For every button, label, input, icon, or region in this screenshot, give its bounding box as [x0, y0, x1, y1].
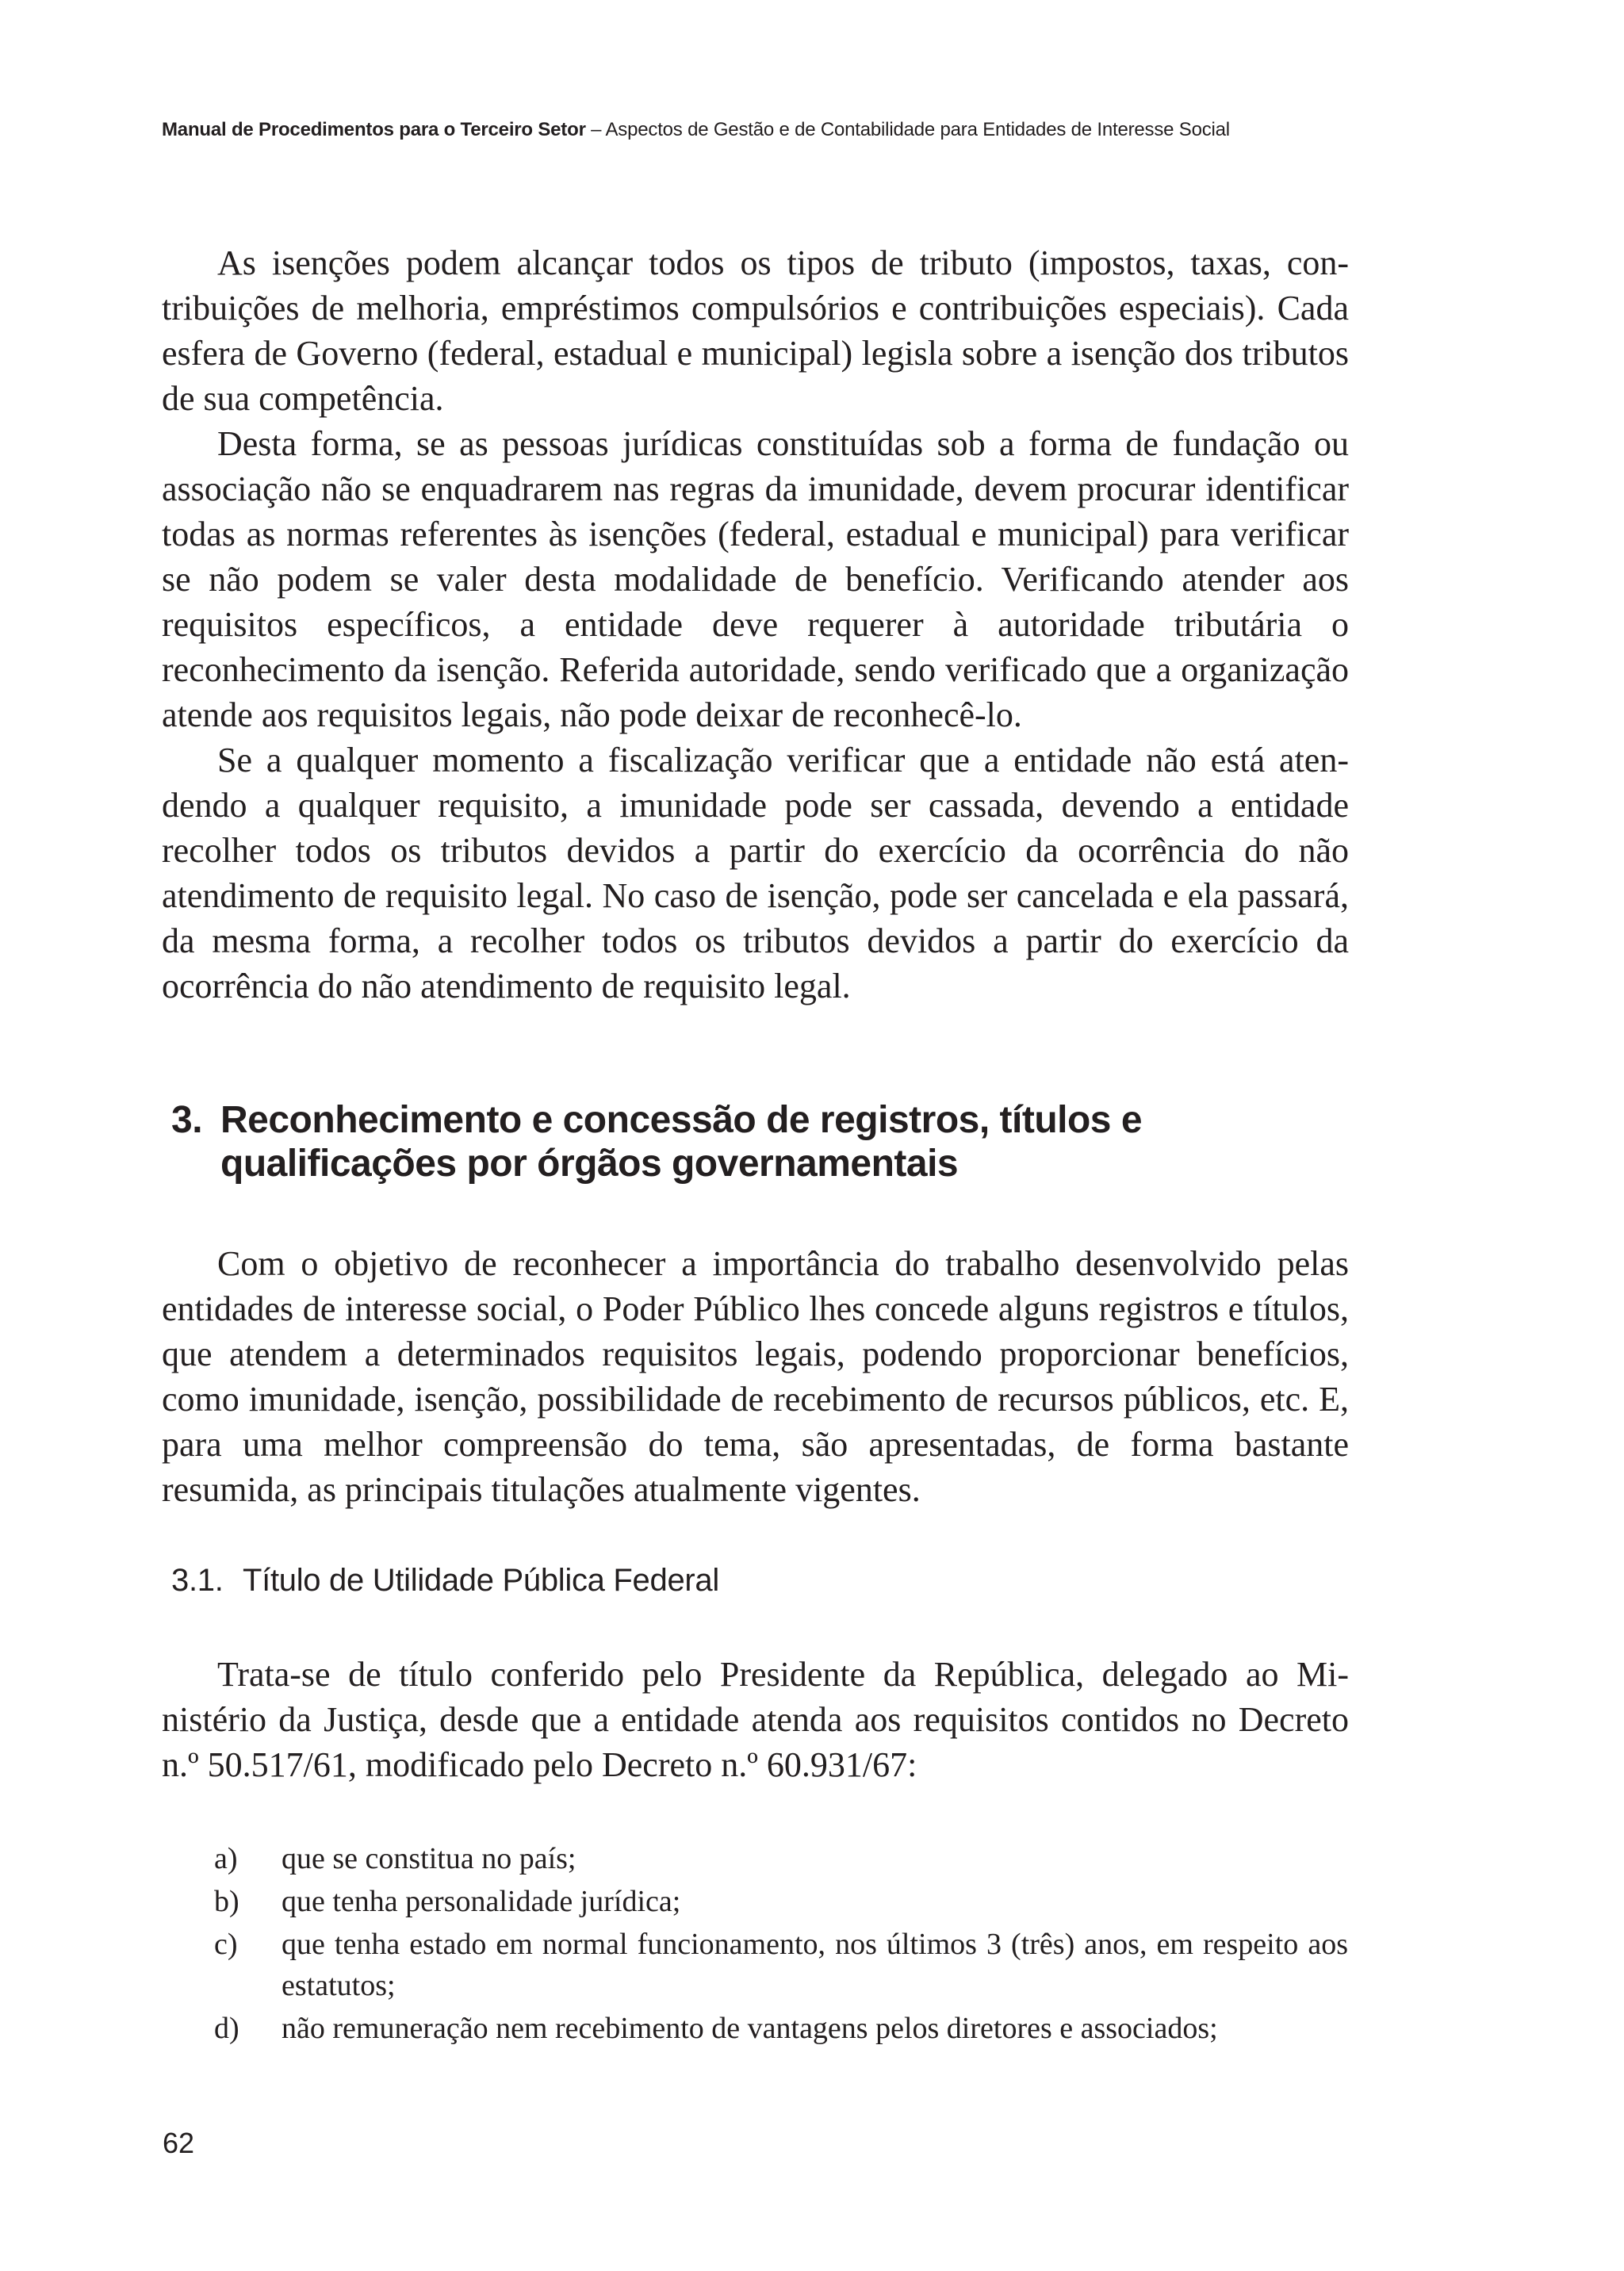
section-3-1-body [162, 1652, 1349, 1787]
section-3-heading [171, 1098, 1361, 1185]
list-item-text: que tenha personalidade jurídica; [282, 1885, 681, 1918]
list-item-text: não remuneração nem recebimento de vantagens pelos diretores e associados; [282, 2012, 1218, 2045]
paragraph: As isenções podem alcançar todos os tipos de tributo (impostos, taxas, contribuições de melhoria, empréstimos compulsórios e contribuições especiais). Cada esfera de Governo (federal, estadual e municipal) legisla sobre a isenção dos tributos de sua competência. [162, 243, 1349, 418]
header-subtitle: Aspectos de Gestão e de Contabilidade para Entidades de Interesse Social [605, 119, 1230, 140]
header-title: Manual de Procedimentos para o Terceiro Setor [162, 119, 586, 140]
list-item [214, 2008, 1348, 2049]
list-item-text: que tenha estado em normal funcionamento, nos últimos 3 (três) anos, em respeito aos estatutos; [282, 1928, 1348, 2002]
section-3-body [162, 1241, 1349, 1512]
header-separator: – [585, 119, 606, 140]
paragraph: Com o objetivo de reconhecer a importância do trabalho desenvolvido pelas entidades de interesse social, o Poder Público lhes concede alguns registros e títulos, que atendem a determinados requisitos legais, podendo proporcionar benefícios, como imunidade, isenção, possibilidade de recebimento de recursos públicos, etc. E, para uma melhor compreensão do tema, são apresentadas, de forma bastante resumida, as principais titulações atualmente vigentes. [162, 1244, 1349, 1509]
subsection-title: Título de Utilidade Pública Federal [243, 1563, 719, 1598]
list-marker: b) [214, 1885, 239, 1918]
list-marker: a) [214, 1842, 238, 1875]
list-item [214, 1924, 1348, 2006]
requirements-list [214, 1838, 1348, 2051]
section-number: 3. [171, 1099, 203, 1141]
list-item [214, 1838, 1348, 1879]
section-title: Reconhecimento e concessão de registros, títulos e qualificações por órgãos governamentais [220, 1099, 1143, 1185]
page-number: 62 [163, 2127, 195, 2159]
section-3-1-heading [171, 1561, 719, 1600]
running-header [162, 119, 1230, 141]
list-marker: d) [214, 2012, 239, 2045]
intro-section [162, 240, 1349, 1009]
paragraph: Desta forma, se as pessoas jurídicas constituídas sob a forma de fundação ou associação não se enquadrarem nas regras da imunidade, devem procurar identificar todas as normas referentes às isenções (federal, estadual e municipal) para verificar se não podem se valer desta modalidade de benefício. Verificando atender aos requisitos específicos, a entidade deve requerer à autoridade tributária o reconhecimento da isenção. Referida autoridade, sendo verificado que a organização atende aos requisitos legais, não pode deixar de reconhecê-lo. [162, 424, 1349, 734]
subsection-number: 3.1. [171, 1563, 224, 1598]
paragraph: Se a qualquer momento a fiscalização verificar que a entidade não está atendendo a qualquer requisito, a imunidade pode ser cassada, devendo a entidade recolher todos os tributos devidos a partir do exercício da ocorrência do não atendimento de requisito legal. No caso de isenção, pode ser cancelada e ela passará, da mesma forma, a recolher todos os tributos devidos a partir do exercício da ocorrência do não atendimento de requisito legal. [162, 741, 1349, 1005]
list-marker: c) [214, 1928, 238, 1961]
paragraph: Trata-se de título conferido pelo Presidente da República, delegado ao Ministério da Justiça, desde que a entidade atenda aos requisitos contidos no Decreto n.º 50.517/61, modificado pelo Decreto n.º 60.931/67: [162, 1655, 1349, 1784]
list-item [214, 1881, 1348, 1922]
list-item-text: que se constitua no país; [282, 1842, 576, 1875]
